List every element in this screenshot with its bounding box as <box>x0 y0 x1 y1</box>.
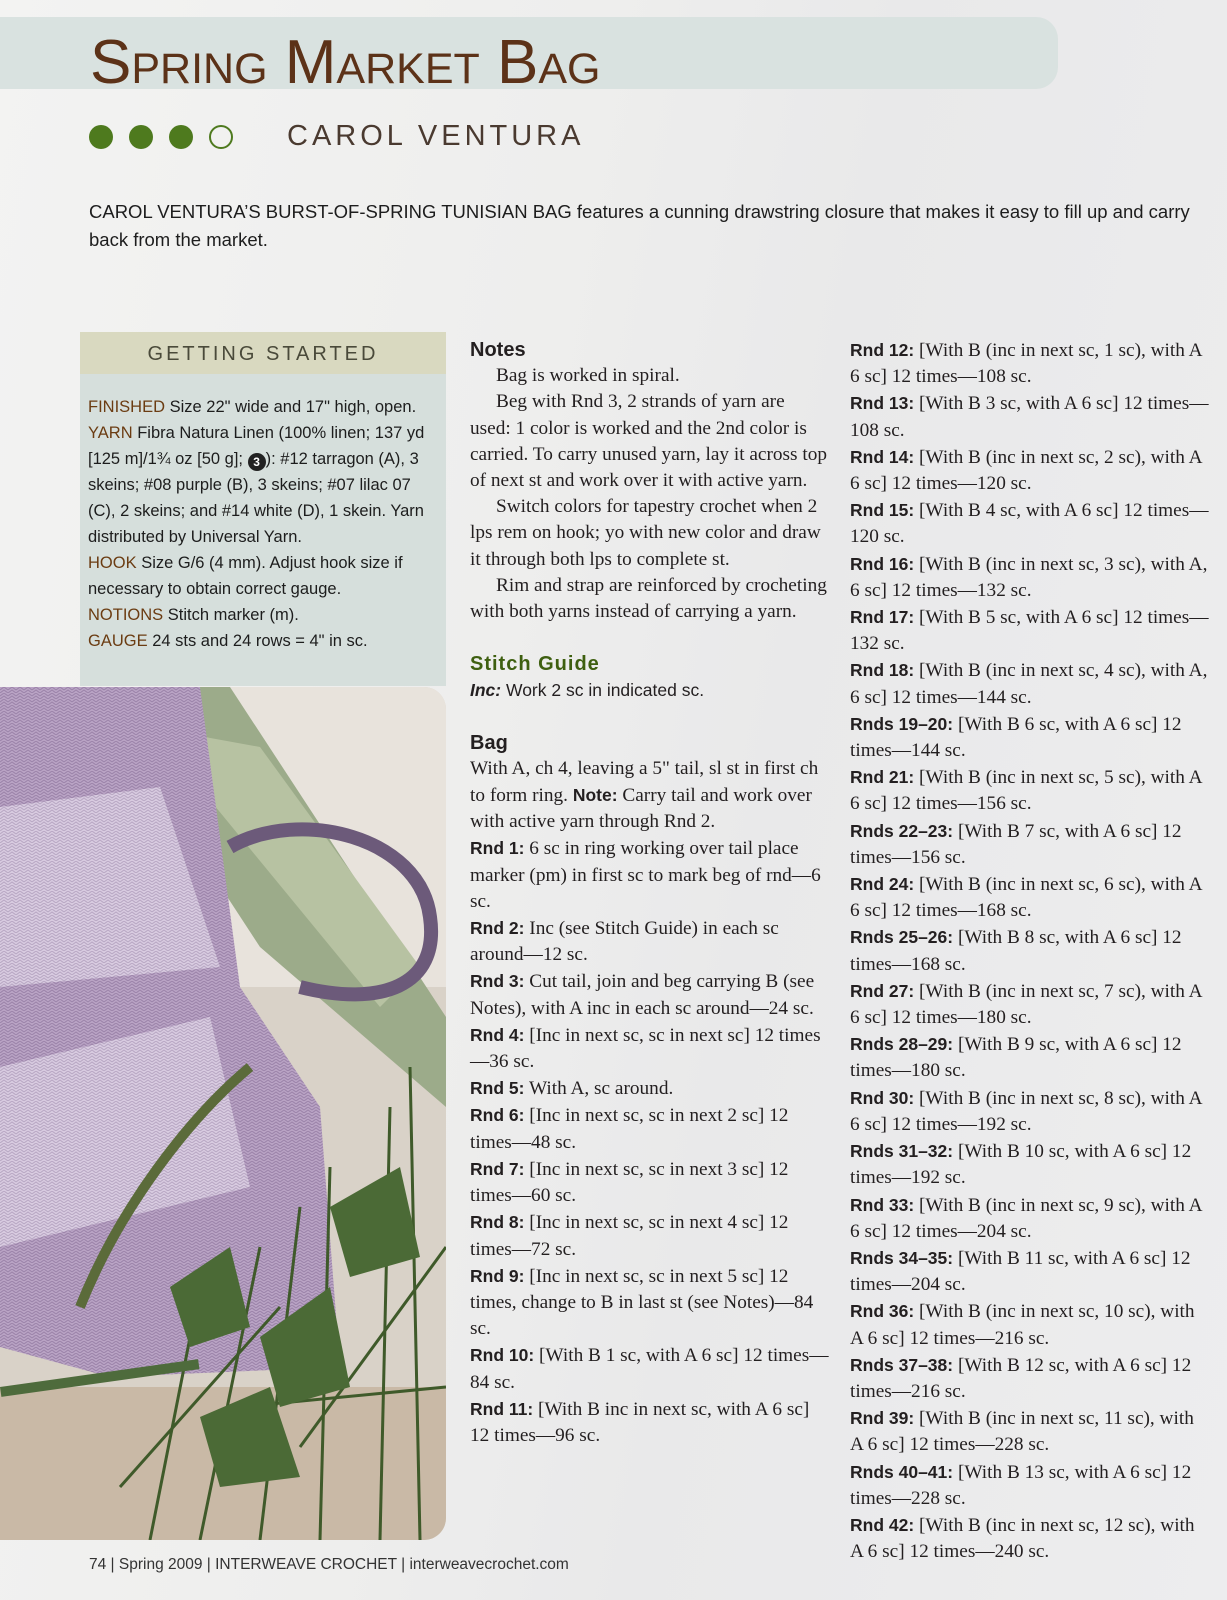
round-instruction <box>850 711 1210 764</box>
round-label: Rnds 34–35: <box>850 1247 954 1268</box>
round-text: [With B (inc in next sc, 3 sc), with A, 6 sc] 12 times—132 sc. <box>850 553 1208 601</box>
stitch-guide-definition: Work 2 sc in indicated sc. <box>506 680 705 701</box>
finished-spec <box>88 394 438 420</box>
bag-intro-text: With A, ch 4, leaving a 5" tail, sl st in first ch to form ring. <box>470 757 819 807</box>
notes-paragraph: Beg with Rnd 3, 2 strands of yarn are used: 1 color is worked and the 2nd color is carried. To carry unused yarn, lay it across top of next st and work over it with active yarn. <box>470 391 828 492</box>
round-instruction <box>470 915 830 968</box>
round-text: [With B (inc in next sc, 9 sc), with A 6 sc] 12 times—204 sc. <box>850 1194 1202 1242</box>
stitch-guide-term: Inc: <box>470 680 502 701</box>
stitch-guide-entry <box>470 677 830 703</box>
round-instruction <box>850 1459 1210 1512</box>
bag-note-text: Carry tail and work over with active yarn through Rnd 2. <box>470 785 812 833</box>
notes-heading: Notes <box>470 339 526 361</box>
round-text: [With B (inc in next sc, 10 sc), with A 6 sc] 12 times—216 sc. <box>850 1301 1195 1349</box>
round-text: [Inc in next sc, sc in next 2 sc] 12 times—48 sc. <box>470 1105 789 1153</box>
round-text: [With B 11 sc, with A 6 sc] 12 times—204 sc. <box>850 1247 1191 1296</box>
notions-text: Stitch marker (m). <box>167 606 299 624</box>
round-label: Rnd 27: <box>850 980 915 1001</box>
round-instruction <box>470 968 830 1021</box>
designer-row <box>89 120 584 153</box>
round-text: [With B 13 sc, with A 6 sc] 12 times—228 sc. <box>850 1461 1192 1509</box>
round-text: [With B 5 sc, with A 6 sc] 12 times—132 sc. <box>850 607 1209 655</box>
notions-spec <box>88 602 438 628</box>
bag-heading: Bag <box>470 731 508 754</box>
round-text: [With B (inc in next sc, 6 sc), with A 6 sc] 12 times—168 sc. <box>850 874 1202 922</box>
notes-paragraph: Rim and strap are reinforced by crocheting with both yarns instead of carrying a yarn. <box>470 574 827 623</box>
round-label: Rnd 3: <box>470 971 525 992</box>
round-text: [With B (inc in next sc, 5 sc), with A 6 sc] 12 times—156 sc. <box>850 767 1202 815</box>
round-text: [With B inc in next sc, with A 6 sc] 12 times—96 sc. <box>470 1398 810 1446</box>
round-instruction <box>850 497 1210 550</box>
round-label: Rnds 40–41: <box>850 1461 954 1482</box>
round-label: Rnd 30: <box>850 1087 915 1108</box>
round-text: [With B (inc in next sc, 7 sc), with A 6 sc] 12 times—180 sc. <box>850 980 1202 1029</box>
round-label: Rnds 28–29: <box>850 1034 954 1055</box>
round-text: [With B 6 sc, with A 6 sc] 12 times—144 sc. <box>850 713 1182 762</box>
round-label: Rnds 25–26: <box>850 927 954 948</box>
round-label: Rnd 18: <box>850 660 915 681</box>
notes-column <box>470 337 830 1449</box>
round-text: [With B 10 sc, with A 6 sc] 12 times—192 sc. <box>850 1141 1192 1189</box>
round-label: Rnd 42: <box>850 1514 915 1535</box>
round-label: Rnd 7: <box>470 1158 525 1179</box>
round-label: Rnd 9: <box>470 1265 525 1286</box>
round-label: Rnd 17: <box>850 607 915 628</box>
notes-paragraph: Switch colors for tapestry crochet when 2 lps rem on hook; yo with new color and draw it through both lps to complete st. <box>470 496 821 570</box>
round-instruction <box>850 390 1210 443</box>
round-text: [With B (inc in next sc, 12 sc), with A 6 sc] 12 times—240 sc. <box>850 1514 1195 1563</box>
round-label: Rnd 33: <box>850 1194 915 1215</box>
round-instruction <box>850 1085 1210 1138</box>
skill-dot-filled-icon <box>89 125 113 149</box>
finished-label: FINISHED <box>88 398 166 416</box>
round-label: Rnd 4: <box>470 1024 525 1045</box>
rounds-list-col3 <box>850 337 1210 1565</box>
round-instruction <box>850 444 1210 497</box>
yarn-label: YARN <box>88 424 133 442</box>
notes-paragraph: Bag is worked in spiral. <box>496 365 680 387</box>
round-text: [Inc in next sc, sc in next sc] 12 times—36 sc. <box>470 1024 821 1073</box>
rounds-column <box>850 337 1210 1565</box>
rounds-list-col2 <box>470 835 830 1449</box>
round-instruction <box>850 604 1210 657</box>
round-text: [With B 9 sc, with A 6 sc] 12 times—180 sc. <box>850 1034 1182 1082</box>
round-label: Rnd 10: <box>470 1345 535 1366</box>
gauge-spec <box>88 628 438 654</box>
round-text: [With B 8 sc, with A 6 sc] 12 times—168 sc. <box>850 927 1182 975</box>
round-text: [Inc in next sc, sc in next 5 sc] 12 times, change to B in last st (see Notes)—84 sc. <box>470 1265 814 1340</box>
round-text: Inc (see Stitch Guide) in each sc around—12 sc. <box>470 918 779 966</box>
round-label: Rnd 36: <box>850 1301 915 1322</box>
round-label: Rnd 2: <box>470 918 525 939</box>
yarn-weight-icon: 3 <box>248 453 266 471</box>
round-text: [With B 4 sc, with A 6 sc] 12 times—120 sc. <box>850 500 1209 548</box>
yarn-text-2: ): #12 tarragon (A), 3 skeins; #08 purple (B), 3 skeins; #07 lilac 07 (C), 2 skeins; and #14 white (D), 1 skein. Yarn distributed by Universal Yarn. <box>88 450 424 546</box>
round-label: Rnd 1: <box>470 838 525 859</box>
round-instruction <box>850 764 1210 817</box>
round-instruction <box>470 1022 830 1075</box>
round-label: Rnd 21: <box>850 767 915 788</box>
round-text: [With B (inc in next sc, 4 sc), with A, 6 sc] 12 times—144 sc. <box>850 660 1208 708</box>
round-text: 6 sc in ring working over tail place marker (pm) in first sc to mark beg of rnd—6 sc. <box>470 838 821 912</box>
round-label: Rnd 12: <box>850 340 915 360</box>
finished-text: Size 22" wide and 17" high, open. <box>169 398 417 416</box>
round-instruction <box>850 1031 1210 1084</box>
intro-paragraph: CAROL VENTURA’S BURST-OF-SPRING TUNISIAN BAG features a cunning drawstring closure that makes it easy to fill up and carry back from the market. <box>89 201 1190 250</box>
round-instruction <box>850 551 1210 604</box>
round-label: Rnd 5: <box>470 1078 525 1099</box>
round-text: [With B 7 sc, with A 6 sc] 12 times—156 sc. <box>850 820 1182 868</box>
round-label: Rnds 37–38: <box>850 1354 954 1375</box>
round-instruction <box>850 818 1210 871</box>
round-label: Rnd 6: <box>470 1105 525 1126</box>
round-label: Rnd 16: <box>850 553 915 574</box>
designer-name: CAROL VENTURA <box>287 120 585 152</box>
title-band <box>0 17 1058 97</box>
bag-intro <box>470 756 830 836</box>
round-text: Cut tail, join and beg carrying B (see Notes), with A inc in each sc around—24 sc. <box>470 971 815 1019</box>
round-text: [With B (inc in next sc, 8 sc), with A 6 sc] 12 times—192 sc. <box>850 1087 1202 1135</box>
round-instruction <box>850 978 1210 1031</box>
round-instruction <box>470 835 830 915</box>
gauge-label: GAUGE <box>88 632 148 650</box>
round-instruction <box>850 1405 1210 1458</box>
round-instruction <box>470 1263 830 1343</box>
round-instruction <box>850 871 1210 924</box>
round-text: [With B 3 sc, with A 6 sc] 12 times—108 sc. <box>850 393 1209 441</box>
round-text: [With B 1 sc, with A 6 sc] 12 times—84 sc. <box>470 1345 829 1393</box>
round-label: Rnd 39: <box>850 1408 915 1429</box>
round-instruction <box>850 337 1210 390</box>
round-instruction <box>850 1352 1210 1405</box>
round-instruction <box>470 1075 830 1102</box>
round-text: [With B (inc in next sc, 2 sc), with A 6 sc] 12 times—120 sc. <box>850 446 1202 495</box>
round-text: With A, sc around. <box>528 1078 674 1100</box>
round-label: Rnds 19–20: <box>850 713 954 734</box>
round-instruction <box>850 1138 1210 1191</box>
getting-started-body <box>80 374 446 654</box>
round-instruction <box>850 657 1210 710</box>
gauge-text: 24 sts and 24 rows = 4" in sc. <box>152 632 368 650</box>
round-instruction <box>470 1342 830 1395</box>
round-label: Rnd 15: <box>850 500 915 521</box>
round-instruction <box>850 1192 1210 1245</box>
round-instruction <box>850 1298 1210 1351</box>
hook-label: HOOK <box>88 554 137 572</box>
notions-label: NOTIONS <box>88 606 164 624</box>
round-instruction <box>470 1209 830 1262</box>
bag-photo-illustration <box>0 687 446 1540</box>
bag-photo <box>0 687 446 1540</box>
round-text: [With B (inc in next sc, 11 sc), with A 6 sc] 12 times—228 sc. <box>850 1408 1194 1456</box>
round-text: [Inc in next sc, sc in next 3 sc] 12 times—60 sc. <box>470 1158 789 1207</box>
round-instruction <box>850 1512 1210 1565</box>
round-instruction <box>850 1245 1210 1298</box>
yarn-text-1: Fibra Natura Linen (100% linen; 137 yd [125 m]/1¾ oz [50 g]; <box>88 424 425 468</box>
hook-text: Size G/6 (4 mm). Adjust hook size if necessary to obtain correct gauge. <box>88 554 403 598</box>
stitch-guide-heading: Stitch Guide <box>470 653 600 676</box>
round-label: Rnd 24: <box>850 874 915 895</box>
round-text: [Inc in next sc, sc in next 4 sc] 12 times—72 sc. <box>470 1212 789 1260</box>
getting-started-heading: GETTING STARTED <box>80 332 446 374</box>
skill-dot-filled-icon <box>129 125 153 149</box>
skill-dot-filled-icon <box>169 125 193 149</box>
round-instruction <box>470 1396 830 1449</box>
round-label: Rnd 11: <box>470 1398 534 1419</box>
round-label: Rnds 31–32: <box>850 1141 954 1162</box>
round-label: Rnd 13: <box>850 393 915 414</box>
skill-dot-empty-icon <box>209 125 233 149</box>
round-text: [With B 12 sc, with A 6 sc] 12 times—216 sc. <box>850 1354 1192 1402</box>
yarn-spec <box>88 420 438 550</box>
round-label: Rnds 22–23: <box>850 820 954 841</box>
round-label: Rnd 8: <box>470 1212 525 1233</box>
round-instruction <box>470 1156 830 1209</box>
page-title: Spring Market Bag <box>90 28 601 97</box>
round-instruction <box>850 924 1210 977</box>
getting-started-box <box>80 332 446 686</box>
round-instruction <box>470 1102 830 1155</box>
round-label: Rnd 14: <box>850 446 915 467</box>
bag-note-label: Note: <box>572 785 618 806</box>
page-footer: 74 | Spring 2009 | INTERWEAVE CROCHET | interweavecrochet.com <box>89 1556 569 1573</box>
round-text: [With B (inc in next sc, 1 sc), with A 6 sc] 12 times—108 sc. <box>850 340 1202 388</box>
hook-spec <box>88 550 438 602</box>
